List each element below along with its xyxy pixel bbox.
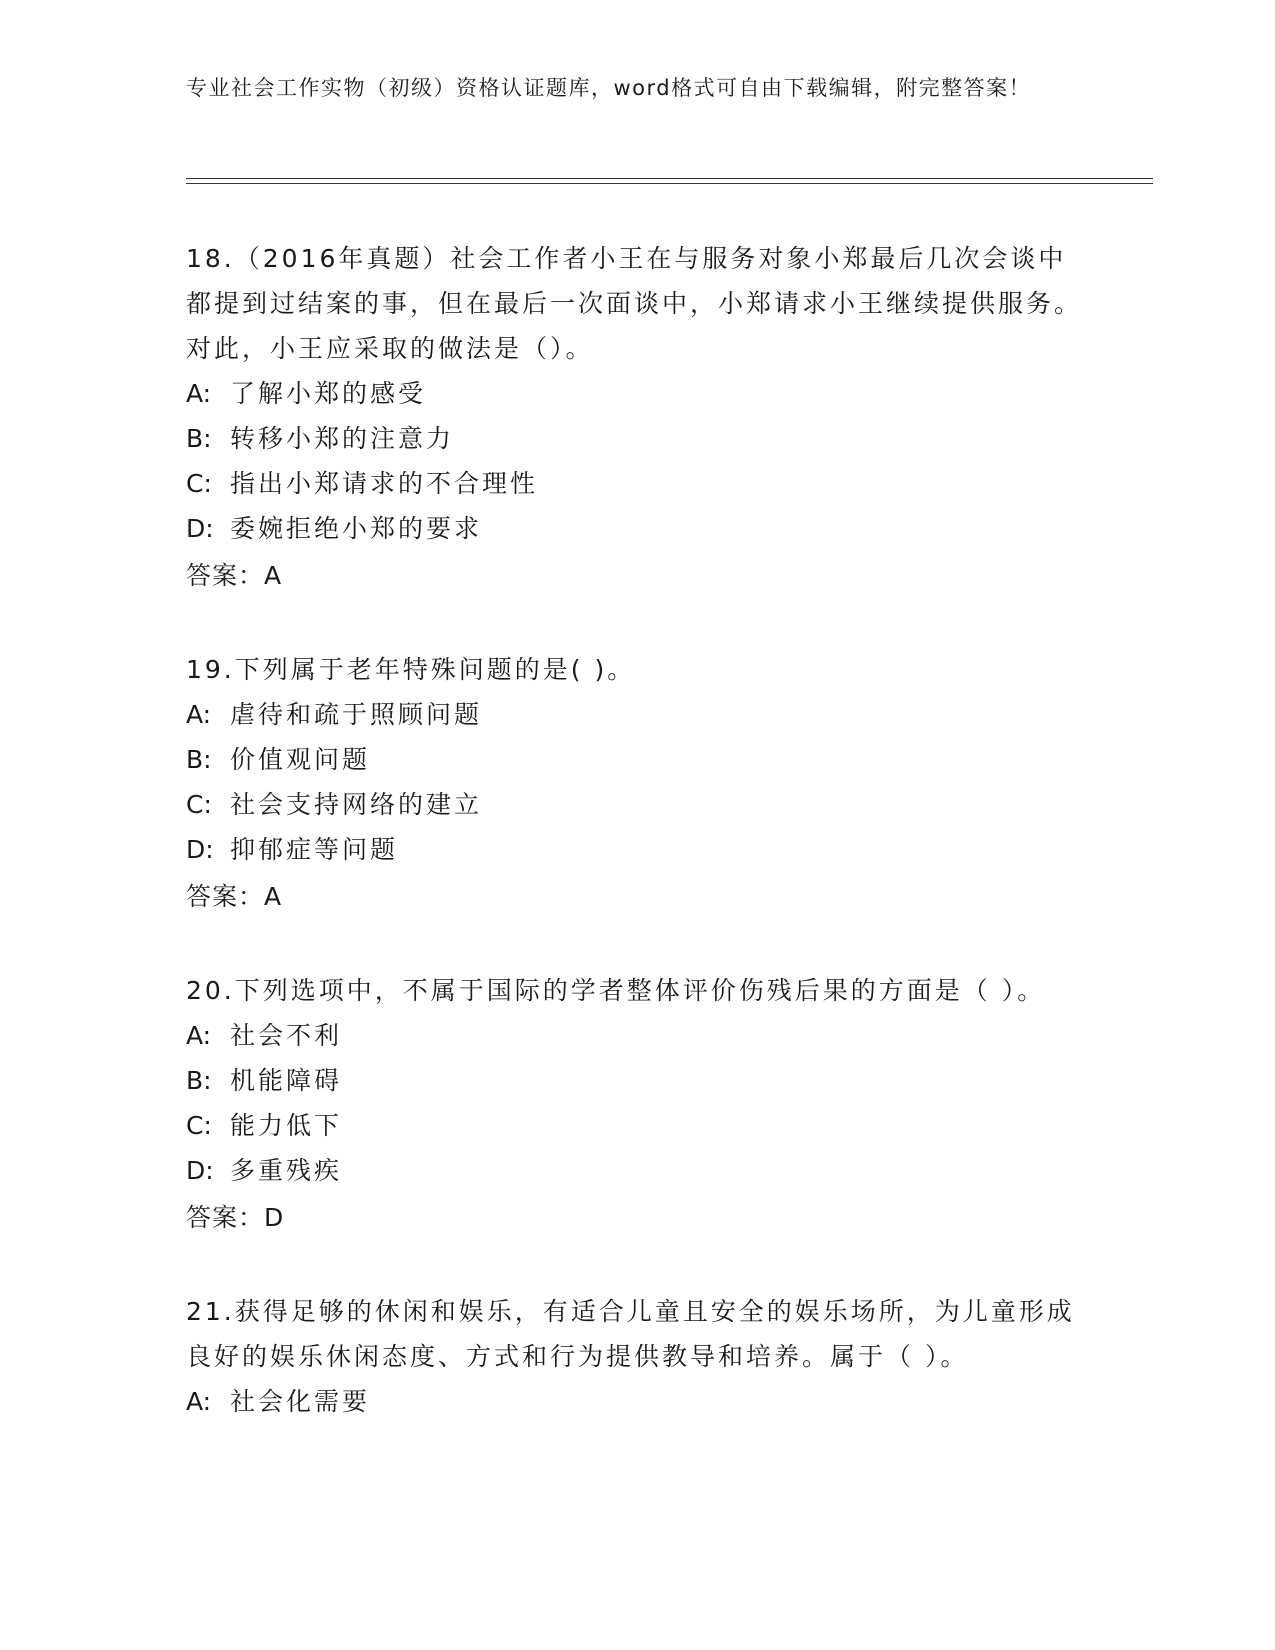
option-text: 社会支持网络的建立 <box>230 790 483 819</box>
question-19 <box>186 647 1086 922</box>
option-letter: C: <box>186 1111 212 1140</box>
option-text: 指出小郑请求的不合理性 <box>230 469 539 498</box>
option-text: 虐待和疏于照顾问题 <box>230 700 483 729</box>
option-text: 抑郁症等问题 <box>230 835 399 864</box>
answer: 答案：D <box>186 1203 285 1232</box>
option-d <box>186 1148 1086 1193</box>
option-b <box>186 416 1086 461</box>
option-a <box>186 692 1086 737</box>
option-a <box>186 1379 1086 1424</box>
question-list <box>186 236 1086 1470</box>
question-18 <box>186 236 1086 601</box>
option-text: 社会不利 <box>230 1021 343 1050</box>
question-20 <box>186 968 1086 1243</box>
question-21 <box>186 1289 1086 1424</box>
option-letter: D: <box>186 1156 214 1185</box>
option-letter: C: <box>186 469 212 498</box>
option-b <box>186 737 1086 782</box>
option-text: 委婉拒绝小郑的要求 <box>230 514 483 543</box>
option-d <box>186 506 1086 551</box>
header-divider <box>186 183 1153 184</box>
option-text: 能力低下 <box>230 1111 343 1140</box>
option-b <box>186 1058 1086 1103</box>
option-a <box>186 1013 1086 1058</box>
option-text: 社会化需要 <box>230 1387 371 1416</box>
option-text: 价值观问题 <box>230 745 371 774</box>
option-letter: D: <box>186 514 214 543</box>
option-text: 了解小郑的感受 <box>230 379 427 408</box>
question-stem: 18.（2016年真题）社会工作者小王在与服务对象小郑最后几次会谈中都提到过结案的事，但在最后一次面谈中，小郑请求小王继续提供服务。对此，小王应采取的做法是（）。 <box>186 244 1083 363</box>
option-letter: B: <box>186 424 212 453</box>
question-stem: 20.下列选项中，不属于国际的学者整体评价伤残后果的方面是（ ）。 <box>186 976 1046 1005</box>
answer: 答案：A <box>186 561 283 590</box>
option-c <box>186 461 1086 506</box>
option-text: 多重残疾 <box>230 1156 343 1185</box>
option-c <box>186 1103 1086 1148</box>
option-a <box>186 371 1086 416</box>
option-letter: B: <box>186 1066 212 1095</box>
option-text: 转移小郑的注意力 <box>230 424 455 453</box>
option-letter: A: <box>186 700 212 729</box>
question-stem: 19.下列属于老年特殊问题的是( )。 <box>186 655 636 684</box>
header-divider <box>186 178 1153 179</box>
question-stem: 21.获得足够的休闲和娱乐，有适合儿童且安全的娱乐场所，为儿童形成良好的娱乐休闲态度、方式和行为提供教导和培养。属于（ ）。 <box>186 1297 1075 1371</box>
option-c <box>186 782 1086 827</box>
option-d <box>186 827 1086 872</box>
page-header: 专业社会工作实物（初级）资格认证题库，word格式可自由下载编辑，附完整答案！ <box>186 76 1032 100</box>
option-letter: A: <box>186 379 212 408</box>
option-letter: B: <box>186 745 212 774</box>
option-letter: D: <box>186 835 214 864</box>
option-letter: A: <box>186 1387 212 1416</box>
option-letter: A: <box>186 1021 212 1050</box>
option-letter: C: <box>186 790 212 819</box>
option-text: 机能障碍 <box>230 1066 343 1095</box>
answer: 答案：A <box>186 882 283 911</box>
